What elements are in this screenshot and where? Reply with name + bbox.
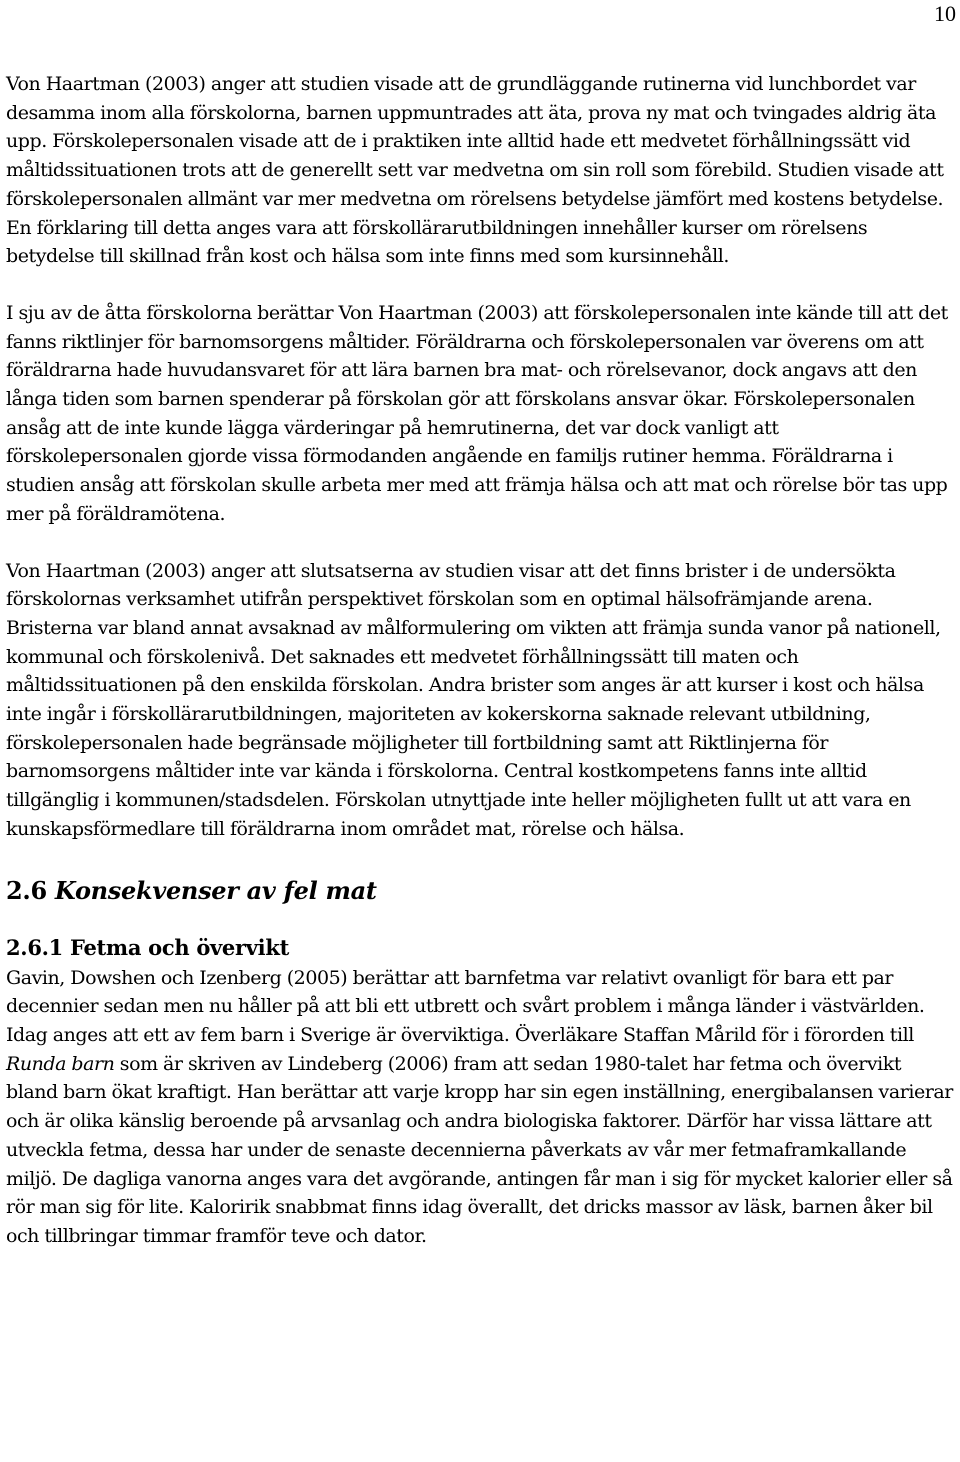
paragraph-fetma [6, 964, 956, 1251]
paragraph-riktlinjer: I sju av de åtta förskolorna berättar Von Haartman (2003) att förskolepersonalen inte kände till att det fanns riktlinjer för barnomsorgens måltider. Föräldrarna och förskolepersonalen var överens om att föräldrarna hade huvudansvaret för att lära barnen bra mat- och rörelsevanor, dock angavs att den långa tiden som barnen spenderar på förskolan gör att förskolans ansvar ökar. Förskolepersonalen ansåg att de inte kunde lägga värderingar på hemrutinerna, det var dock vanligt att förskolepersonalen gjorde vissa förmodanden angående en familjs rutiner hemma. Föräldrarna i studien ansåg att förskolan skulle arbeta mer med att främja hälsa och att mat och rörelse bör tas upp mer på föräldramötena. [6, 301, 948, 525]
page-number: 10 [934, 1, 956, 26]
book-title: Runda barn [6, 1052, 115, 1075]
section-title: Konsekvenser av fel mat [54, 875, 377, 905]
paragraph-slutsatser: Von Haartman (2003) anger att slutsatserna av studien visar att det finns brister i de undersökta förskolornas verksamhet utifrån perspektivet förskolan som en optimal hälsofrämjande arena. Bristerna var bland annat avsaknad av målformulering om vikten att främja sunda vanor på nationell, kommunal och förskolenivå. Det saknades ett medvetet förhållningssätt till maten och måltidssituationen på den enskilda förskolan. Andra brister som anges är att kurser i kost och hälsa inte ingår i förskollärarutbildningen, majoriteten av kokerskorna saknade relevant utbildning, förskolepersonalen hade begränsade möjligheter till fortbildning samt att Riktlinjerna för barnomsorgens måltider inte var kända i förskolorna. Central kostkompetens fanns inte alltid tillgänglig i kommunen/stadsdelen. Förskolan utnyttjade inte heller möjligheten fullt ut att vara en kunskapsförmedlare till föräldrarna inom området mat, rörelse och hälsa. [6, 559, 941, 840]
subsection-number: 2.6.1 [6, 934, 63, 960]
page-body [6, 70, 956, 1251]
paragraph-fetma-part1: Gavin, Dowshen och Izenberg (2005) berättar att barnfetma var relativt ovanligt för bara ett par decennier sedan men nu håller på att bli ett utbrett och svårt problem i många länder i västvärlden. Idag anges att ett av fem barn i Sverige är överviktiga. Överläkare Staffan Mårild för i förorden till [6, 966, 925, 1046]
section-number: 2.6 [6, 875, 47, 905]
subsection-title: Fetma och övervikt [69, 934, 289, 960]
paragraph-fetma-part2: som är skriven av Lindeberg (2006) fram att sedan 1980-talet har fetma och övervikt bland barn ökat kraftigt. Han berättar att varje kropp har sin egen inställning, energibalansen varierar och är olika känslig beroende på arvsanlag och andra biologiska faktorer. Därför har vissa lättare att utveckla fetma, dessa har under de senaste decennierna påverkats av vår mer fetmaframkallande miljö. De dagliga vanorna anges vara det avgörande, antingen får man i sig för mycket kalorier eller så rör man sig för lite. Kaloririk snabbmat finns idag överallt, det dricks massor av läsk, barnen åker bil och tillbringar timmar framför teve och dator. [6, 1052, 953, 1247]
section-heading [6, 876, 956, 906]
subsection-heading [6, 933, 956, 963]
paragraph-rutiner: Von Haartman (2003) anger att studien visade att de grundläggande rutinerna vid lunchbordet var desamma inom alla förskolorna, barnen uppmuntrades att äta, prova ny mat och tvingades aldrig äta upp. Förskolepersonalen visade att de i praktiken inte alltid hade ett medvetet förhållningssätt vid måltidssituationen trots att de generellt sett var medvetna om sin roll som förebild. Studien visade att förskolepersonalen allmänt var mer medvetna om rörelsens betydelse jämfört med kostens betydelse. En förklaring till detta anges vara att förskollärarutbildningen innehåller kurser om rörelsens betydelse till skillnad från kost och hälsa som inte finns med som kursinnehåll. [6, 73, 944, 268]
